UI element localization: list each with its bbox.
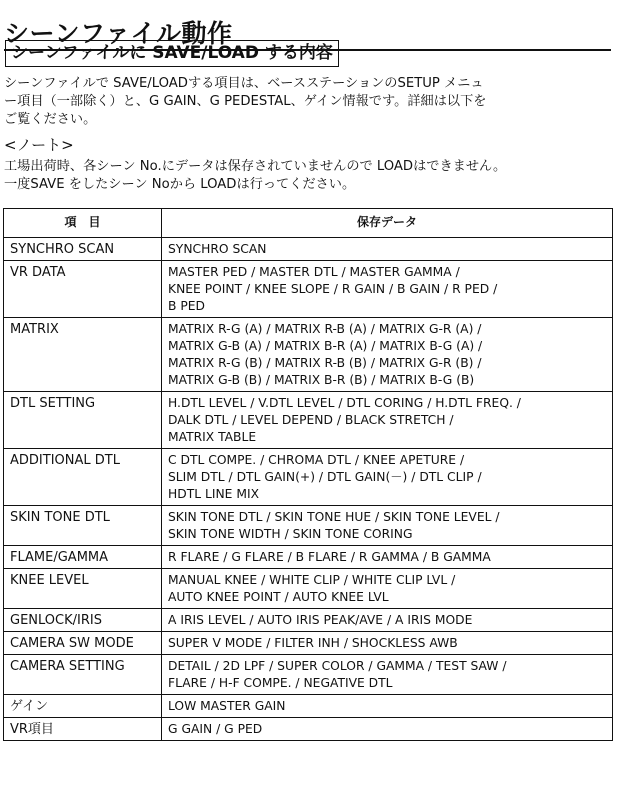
row-item-name: GENLOCK/IRIS (4, 609, 162, 632)
row-item-name: KNEE LEVEL (4, 569, 162, 609)
saved-data-line: AUTO KNEE POINT / AUTO KNEE LVL (168, 590, 389, 604)
row-item-name: CAMERA SW MODE (4, 632, 162, 655)
saved-data-line: HDTL LINE MIX (168, 487, 260, 501)
saved-data-line: C DTL COMPE. / CHROMA DTL / KNEE APETURE / (168, 453, 465, 467)
table-body (4, 238, 613, 741)
saved-data-line: SYNCHRO SCAN (168, 242, 267, 256)
table-row (4, 569, 613, 609)
saved-data-line: A IRIS LEVEL / AUTO IRIS PEAK/AVE / A IRIS MODE (168, 613, 473, 627)
row-item-name: ADDITIONAL DTL (4, 449, 162, 506)
saved-data-line: SKIN TONE DTL / SKIN TONE HUE / SKIN TONE LEVEL / (168, 510, 500, 524)
table-row (4, 718, 613, 741)
table-row (4, 609, 613, 632)
row-item-name: VR項目 (4, 718, 162, 741)
table-row (4, 238, 613, 261)
saved-data-line: FLARE / H-F COMPE. / NEGATIVE DTL (168, 676, 393, 690)
section-heading: シーンファイルに SAVE/LOAD する内容 (5, 40, 339, 67)
table-row (4, 449, 613, 506)
row-saved-data (162, 238, 613, 261)
row-item-name: VR DATA (4, 261, 162, 318)
row-item-name: SKIN TONE DTL (4, 506, 162, 546)
row-saved-data (162, 609, 613, 632)
table-row (4, 655, 613, 695)
table-row (4, 392, 613, 449)
intro-line: シーンファイルで SAVE/LOADする項目は、ベースステーションのSETUP メニュ (4, 76, 484, 91)
note-line: 工場出荷時、各シーン No.にデータは保存されていませんので LOADはできません。 (4, 159, 507, 174)
table-row (4, 695, 613, 718)
saved-data-line: B PED (168, 299, 205, 313)
intro-paragraph (4, 75, 616, 129)
note-line: 一度SAVE をしたシーン Noから LOADは行ってください。 (4, 177, 356, 192)
saved-data-line: LOW MASTER GAIN (168, 699, 286, 713)
row-saved-data (162, 632, 613, 655)
scene-data-table (3, 208, 613, 741)
saved-data-line: MASTER PED / MASTER DTL / MASTER GAMMA / (168, 265, 460, 279)
row-saved-data (162, 695, 613, 718)
saved-data-line: MATRIX TABLE (168, 430, 257, 444)
saved-data-line: MATRIX R-G (A) / MATRIX R-B (A) / MATRIX G-R (A) / (168, 322, 482, 336)
row-saved-data (162, 449, 613, 506)
row-saved-data (162, 261, 613, 318)
saved-data-line: MATRIX G-B (A) / MATRIX B-R (A) / MATRIX B-G (A) / (168, 339, 483, 353)
table-row (4, 632, 613, 655)
row-item-name: SYNCHRO SCAN (4, 238, 162, 261)
saved-data-line: DALK DTL / LEVEL DEPEND / BLACK STRETCH / (168, 413, 454, 427)
table-row (4, 506, 613, 546)
row-saved-data (162, 392, 613, 449)
row-saved-data (162, 546, 613, 569)
intro-line: ー項目（一部除く）と、G GAIN、G PEDESTAL、ゲイン情報です。詳細は以下を (4, 94, 487, 109)
row-saved-data (162, 318, 613, 392)
intro-line: ご覧ください。 (4, 112, 97, 127)
saved-data-line: G GAIN / G PED (168, 722, 263, 736)
row-saved-data (162, 718, 613, 741)
saved-data-line: MANUAL KNEE / WHITE CLIP / WHITE CLIP LVL / (168, 573, 456, 587)
saved-data-line: MATRIX G-B (B) / MATRIX B-R (B) / MATRIX B-G (B) (168, 373, 475, 387)
table-header-row (4, 209, 613, 238)
saved-data-line: H.DTL LEVEL / V.DTL LEVEL / DTL CORING / H.DTL FREQ. / (168, 396, 521, 410)
row-saved-data (162, 506, 613, 546)
note-paragraph (4, 158, 619, 194)
saved-data-line: MATRIX R-G (B) / MATRIX R-B (B) / MATRIX G-R (B) / (168, 356, 482, 370)
row-saved-data (162, 569, 613, 609)
saved-data-line: SLIM DTL / DTL GAIN(+) / DTL GAIN(－) / DTL CLIP / (168, 470, 482, 484)
note-label: <ノート> (4, 136, 74, 154)
column-header-saved-data: 保存データ (162, 209, 613, 238)
saved-data-line: R FLARE / G FLARE / B FLARE / R GAMMA / B GAMMA (168, 550, 491, 564)
saved-data-line: KNEE POINT / KNEE SLOPE / R GAIN / B GAIN / R PED / (168, 282, 498, 296)
page-title: シーンファイル動作 (4, 19, 611, 51)
row-item-name: FLAME/GAMMA (4, 546, 162, 569)
row-item-name: ゲイン (4, 695, 162, 718)
column-header-item: 項 目 (4, 209, 162, 238)
row-saved-data (162, 655, 613, 695)
saved-data-line: SKIN TONE WIDTH / SKIN TONE CORING (168, 527, 413, 541)
scene-data-table-wrap (3, 208, 612, 741)
table-row (4, 318, 613, 392)
saved-data-line: SUPER V MODE / FILTER INH / SHOCKLESS AWB (168, 636, 458, 650)
row-item-name: MATRIX (4, 318, 162, 392)
row-item-name: DTL SETTING (4, 392, 162, 449)
table-row (4, 261, 613, 318)
saved-data-line: DETAIL / 2D LPF / SUPER COLOR / GAMMA / TEST SAW / (168, 659, 507, 673)
table-row (4, 546, 613, 569)
row-item-name: CAMERA SETTING (4, 655, 162, 695)
